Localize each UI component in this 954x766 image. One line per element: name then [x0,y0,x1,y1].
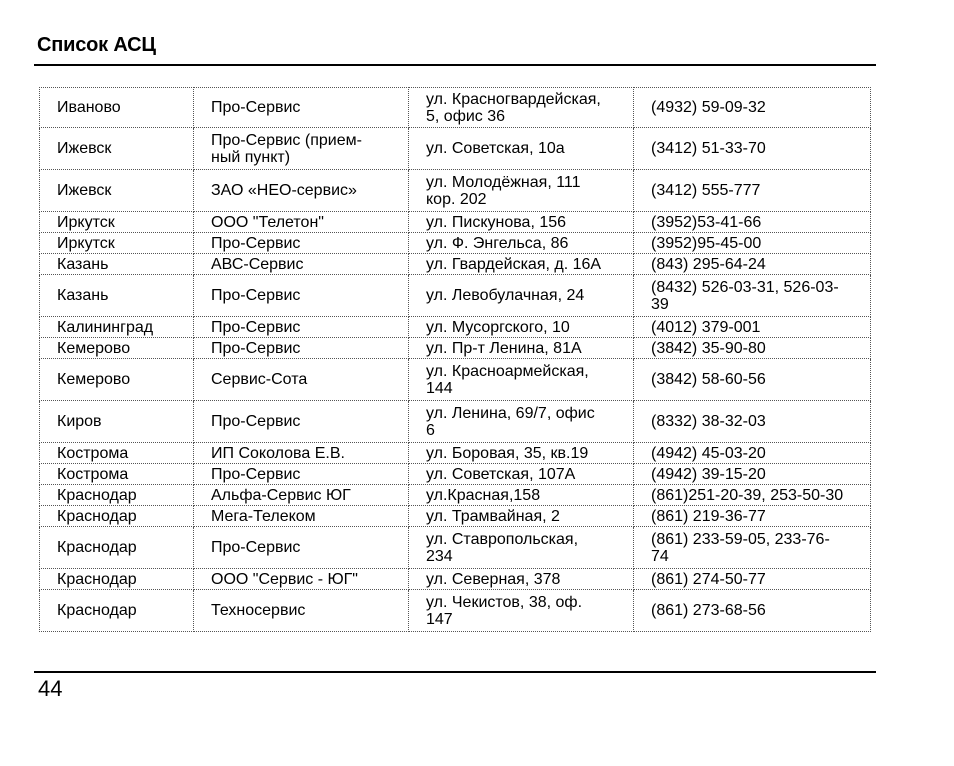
table-row [40,317,871,338]
city-cell: Киров [40,401,194,443]
city-cell: Краснодар [40,506,194,527]
company-cell: Про-Сервис [194,464,409,485]
phone-cell: (3412) 51-33-70 [634,128,871,170]
phone-cell: (3412) 555-777 [634,170,871,212]
bottom-divider [34,671,876,673]
phone-cell: (861) 219-36-77 [634,506,871,527]
page-number: 44 [38,676,63,701]
address-cell: ул. Мусоргского, 10 [409,317,634,338]
city-cell: Ижевск [40,170,194,212]
company-cell: Техносервис [194,590,409,632]
city-cell: Иркутск [40,233,194,254]
address-cell: ул. Пр-т Ленина, 81А [409,338,634,359]
address-cell: ул. Гвардейская, д. 16А [409,254,634,275]
table-row [40,506,871,527]
phone-cell: (4942) 45-03-20 [634,443,871,464]
company-cell: Про-Сервис [194,233,409,254]
table-row [40,254,871,275]
city-cell: Ижевск [40,128,194,170]
table-body [40,88,871,632]
phone-cell: (3842) 35-90-80 [634,338,871,359]
table-row [40,88,871,128]
phone-cell: (8332) 38-32-03 [634,401,871,443]
address-cell: ул. Пискунова, 156 [409,212,634,233]
service-centers-table [39,87,871,632]
city-cell: Казань [40,254,194,275]
phone-cell: (4012) 379-001 [634,317,871,338]
company-cell: ООО "Телетон" [194,212,409,233]
address-cell: ул. Ставропольская, 234 [409,527,634,569]
city-cell: Кострома [40,464,194,485]
company-cell: Про-Сервис [194,401,409,443]
phone-cell: (4942) 39-15-20 [634,464,871,485]
address-cell: ул. Советская, 107А [409,464,634,485]
city-cell: Казань [40,275,194,317]
city-cell: Иваново [40,88,194,128]
table-row [40,590,871,632]
page-title: Список АСЦ [37,34,156,56]
city-cell: Кемерово [40,338,194,359]
table-row [40,401,871,443]
phone-cell: (3952)53-41-66 [634,212,871,233]
address-cell: ул. Красноармейская, 144 [409,359,634,401]
table-row [40,359,871,401]
address-cell: ул. Молодёжная, 111 кор. 202 [409,170,634,212]
company-cell: Про-Сервис [194,275,409,317]
table-row [40,233,871,254]
address-cell: ул. Боровая, 35, кв.19 [409,443,634,464]
city-cell: Краснодар [40,590,194,632]
table-row [40,485,871,506]
address-cell: ул. Северная, 378 [409,569,634,590]
table-row [40,275,871,317]
table-row [40,212,871,233]
phone-cell: (861) 233-59-05, 233-76- 74 [634,527,871,569]
address-cell: ул. Левобулачная, 24 [409,275,634,317]
address-cell: ул. Красногвардейская, 5, офис 36 [409,88,634,128]
table-row [40,527,871,569]
city-cell: Кострома [40,443,194,464]
city-cell: Краснодар [40,569,194,590]
company-cell: АВС-Сервис [194,254,409,275]
address-cell: ул. Ленина, 69/7, офис 6 [409,401,634,443]
table-row [40,338,871,359]
top-divider [34,64,876,66]
address-cell: ул. Трамвайная, 2 [409,506,634,527]
company-cell: ЗАО «НЕО-сервис» [194,170,409,212]
table-row [40,170,871,212]
phone-cell: (843) 295-64-24 [634,254,871,275]
address-cell: ул. Советская, 10а [409,128,634,170]
phone-cell: (3952)95-45-00 [634,233,871,254]
city-cell: Кемерово [40,359,194,401]
company-cell: Про-Сервис [194,527,409,569]
address-cell: ул. Чекистов, 38, оф. 147 [409,590,634,632]
address-cell: ул.Красная,158 [409,485,634,506]
company-cell: Про-Сервис [194,88,409,128]
city-cell: Иркутск [40,212,194,233]
company-cell: Мега-Телеком [194,506,409,527]
city-cell: Краснодар [40,527,194,569]
table-row [40,464,871,485]
company-cell: Про-Сервис [194,317,409,338]
company-cell: Альфа-Сервис ЮГ [194,485,409,506]
phone-cell: (3842) 58-60-56 [634,359,871,401]
phone-cell: (8432) 526-03-31, 526-03- 39 [634,275,871,317]
phone-cell: (861) 273-68-56 [634,590,871,632]
table-row [40,569,871,590]
phone-cell: (861) 274-50-77 [634,569,871,590]
company-cell: Про-Сервис [194,338,409,359]
company-cell: Сервис-Сота [194,359,409,401]
table-row [40,443,871,464]
city-cell: Краснодар [40,485,194,506]
phone-cell: (4932) 59-09-32 [634,88,871,128]
company-cell: ООО "Сервис - ЮГ" [194,569,409,590]
address-cell: ул. Ф. Энгельса, 86 [409,233,634,254]
phone-cell: (861)251-20-39, 253-50-30 [634,485,871,506]
company-cell: ИП Соколова Е.В. [194,443,409,464]
table-row [40,128,871,170]
company-cell: Про-Сервис (прием- ный пункт) [194,128,409,170]
city-cell: Калининград [40,317,194,338]
